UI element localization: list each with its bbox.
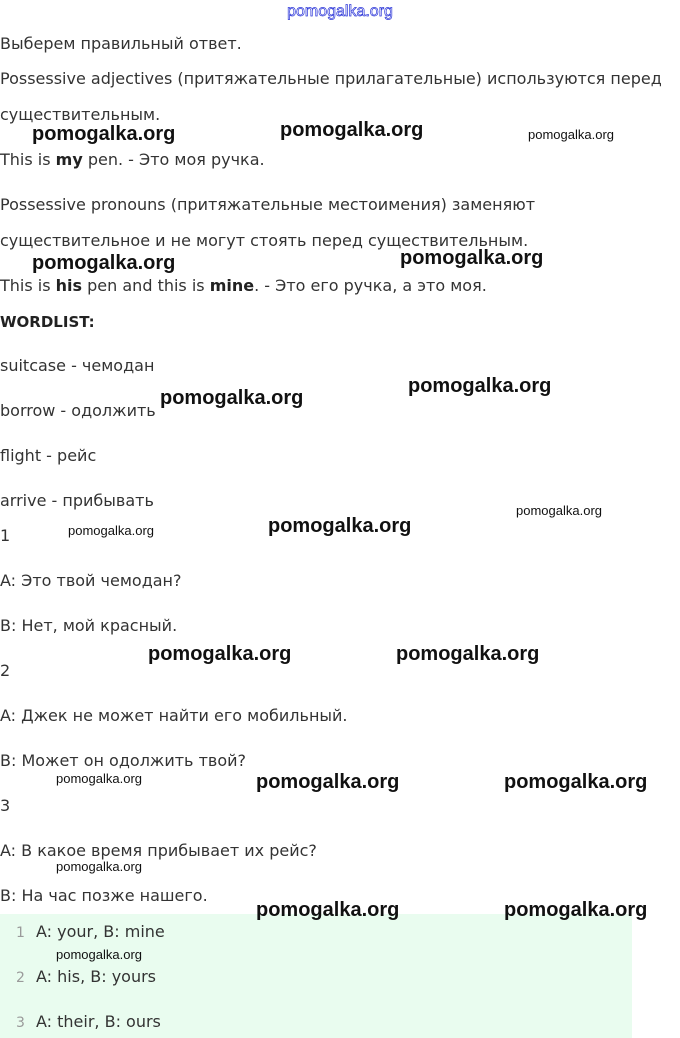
example2-pre: This is: [0, 276, 56, 295]
example2-word1: his: [55, 276, 83, 295]
wordlist-item: arrive - прибывать: [0, 491, 154, 510]
watermark: pomogalka.org: [256, 771, 400, 793]
example-my-pen: [0, 150, 265, 170]
watermark: pomogalka.org: [160, 387, 304, 409]
answer-number: 3: [16, 1015, 25, 1031]
dialog-number: 1: [0, 526, 11, 545]
dialog-number: 2: [0, 661, 11, 680]
watermark: pomogalka.org: [396, 643, 540, 665]
wordlist-item: flight - рейс: [0, 446, 97, 465]
watermark: pomogalka.org: [148, 643, 292, 665]
pronouns-rule-line1: Possessive pronouns (притяжательные местоимения) заменяют: [0, 195, 536, 214]
intro-text: Выберем правильный ответ.: [0, 34, 242, 53]
watermark: pomogalka.org: [516, 503, 602, 518]
example1-post: pen. - Это моя ручка.: [82, 150, 265, 169]
watermark: pomogalka.org: [32, 252, 176, 274]
dialog-line-a: A: Джек не может найти его мобильный.: [0, 706, 348, 725]
wordlist-item: borrow - одолжить: [0, 401, 156, 420]
pronouns-rule-line2: существительное и не могут стоять перед существительным.: [0, 231, 529, 250]
dialog-line-a: A: Это твой чемодан?: [0, 571, 182, 590]
dialog-line-a: A: В какое время прибывает их рейс?: [0, 841, 317, 860]
watermark: pomogalka.org: [56, 947, 142, 962]
example1-word: my: [55, 150, 83, 169]
watermark: pomogalka.org: [32, 123, 176, 145]
adjectives-rule-line1: Possessive adjectives (притяжательные прилагательные) используются перед: [0, 69, 662, 88]
watermark: pomogalka.org: [56, 859, 142, 874]
adjectives-rule-line2: существительным.: [0, 105, 161, 124]
watermark: pomogalka.org: [280, 119, 424, 141]
header-link[interactable]: pomogalka.org: [287, 3, 393, 20]
dialog-line-b: B: Может он одолжить твой?: [0, 751, 246, 770]
answer-text: A: their, B: ours: [36, 1012, 161, 1031]
watermark: pomogalka.org: [528, 127, 614, 142]
example1-pre: This is: [0, 150, 56, 169]
watermark: pomogalka.org: [504, 899, 648, 921]
watermark: pomogalka.org: [400, 247, 544, 269]
wordlist-item: suitcase - чемодан: [0, 356, 155, 375]
example2-mid: pen and this is: [82, 276, 210, 295]
answer-item: [16, 1012, 161, 1033]
wordlist-title: WORDLIST:: [0, 313, 95, 331]
answers-box: [0, 914, 632, 1038]
watermark: pomogalka.org: [68, 523, 154, 538]
answer-text: A: your, B: mine: [36, 922, 165, 941]
example2-post: . - Это его ручка, а это моя.: [254, 276, 487, 295]
answer-item: [16, 967, 156, 988]
answer-number: 1: [16, 925, 25, 941]
answer-number: 2: [16, 970, 25, 986]
dialog-line-b: B: На час позже нашего.: [0, 886, 208, 905]
answer-item: [16, 922, 165, 943]
watermark: pomogalka.org: [408, 375, 552, 397]
watermark: pomogalka.org: [56, 771, 142, 786]
watermark: pomogalka.org: [268, 515, 412, 537]
dialog-line-b: B: Нет, мой красный.: [0, 616, 178, 635]
example2-word2: mine: [209, 276, 255, 295]
example-his-pen: [0, 276, 487, 296]
watermark: pomogalka.org: [256, 899, 400, 921]
dialog-number: 3: [0, 796, 11, 815]
answer-text: A: his, B: yours: [36, 967, 156, 986]
watermark: pomogalka.org: [504, 771, 648, 793]
